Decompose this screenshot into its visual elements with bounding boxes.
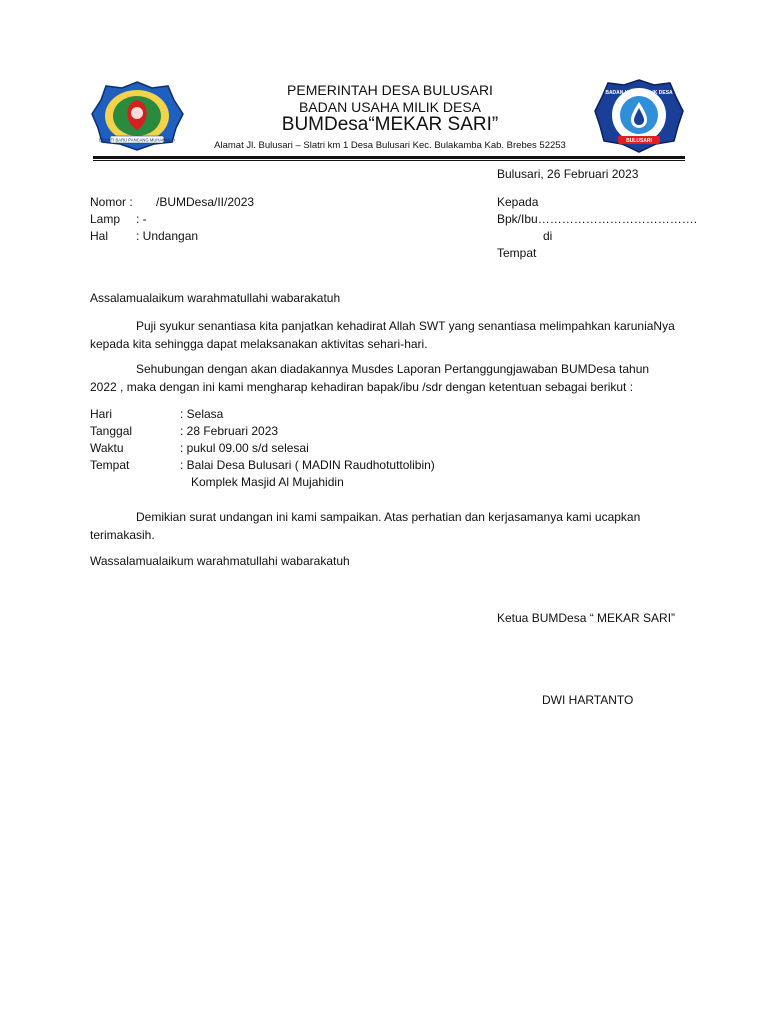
detail-value-tempat: : Balai Desa Bulusari ( MADIN Raudhotuttolibin)	[180, 458, 435, 472]
detail-value-tanggal: : 28 Februari 2023	[180, 424, 279, 438]
paragraph-1	[90, 317, 690, 353]
detail-label-waktu: Waktu	[90, 441, 124, 455]
hal-value: : Undangan	[136, 229, 199, 243]
signature-name: DWI HARTANTO	[542, 693, 634, 707]
letterhead-divider	[93, 156, 685, 161]
detail-extra: Komplek Masjid Al Mujahidin	[191, 475, 344, 489]
nomor-value: /BUMDesa/II/2023	[156, 195, 255, 209]
paragraph-2-line1: Sehubungan dengan akan diadakannya Musdes Laporan Pertanggungjawaban BUMDesa tahun	[136, 362, 650, 376]
detail-label-hari: Hari	[90, 407, 113, 421]
right-logo-text-bottom: BULUSARI	[626, 138, 652, 144]
recipient-line4: Tempat	[497, 246, 537, 260]
farewell: Wassalamualaikum warahmatullahi wabarakatuh	[90, 554, 350, 568]
recipient-line1: Kepada	[497, 195, 539, 209]
detail-value-waktu: : pukul 09.00 s/d selesai	[180, 441, 309, 455]
paragraph-1-text: Puji syukur senantiasa kita panjatkan kehadirat Allah SWT yang senantiasa melimpahkan karuniaNya kepada kita sehingga dapat melaksanakan aktivitas sehari-hari.	[90, 319, 675, 351]
detail-label-tanggal: Tanggal	[90, 424, 133, 438]
closing-line2: terimakasih.	[90, 528, 155, 542]
recipient-line2: Bpk/Ibu………………………………….	[497, 212, 698, 226]
letterhead-address: Alamat Jl. Bulusari – Slatri km 1 Desa Bulusari Kec. Bulakamba Kab. Brebes 52253	[214, 140, 566, 151]
recipient-line3: di	[543, 229, 553, 243]
lamp-value: : -	[136, 212, 147, 226]
signature-title: Ketua BUMDesa “ MEKAR SARI”	[497, 611, 676, 625]
nomor-label: Nomor :	[90, 195, 133, 209]
right-logo-text-top: BADAN USAHA MILIK DESA	[605, 90, 673, 96]
paragraph-2-line2: 2022 , maka dengan ini kami mengharap kehadiran bapak/ibu /sdr dengan ketentuan sebagai berikut :	[90, 380, 634, 394]
left-logo-text: BRANTI BARU PANCANG MUHAMMAD	[98, 137, 176, 143]
detail-value-hari: : Selasa	[180, 407, 224, 421]
letterhead-line2: BADAN USAHA MILIK DESA	[298, 99, 482, 115]
detail-label-tempat: Tempat	[90, 458, 130, 472]
letterhead-line1: PEMERINTAH DESA BULUSARI	[287, 82, 493, 98]
closing-line1: Demikian surat undangan ini kami sampaikan. Atas perhatian dan kerjasamanya kami ucapkan	[136, 510, 641, 524]
place-date: Bulusari, 26 Februari 2023	[497, 167, 639, 181]
lamp-label: Lamp	[90, 212, 121, 226]
hal-label: Hal	[90, 229, 109, 243]
letterhead-org-name: BUMDesa“MEKAR SARI”	[281, 114, 499, 135]
greeting: Assalamualaikum warahmatullahi wabarakatuh	[90, 291, 341, 305]
